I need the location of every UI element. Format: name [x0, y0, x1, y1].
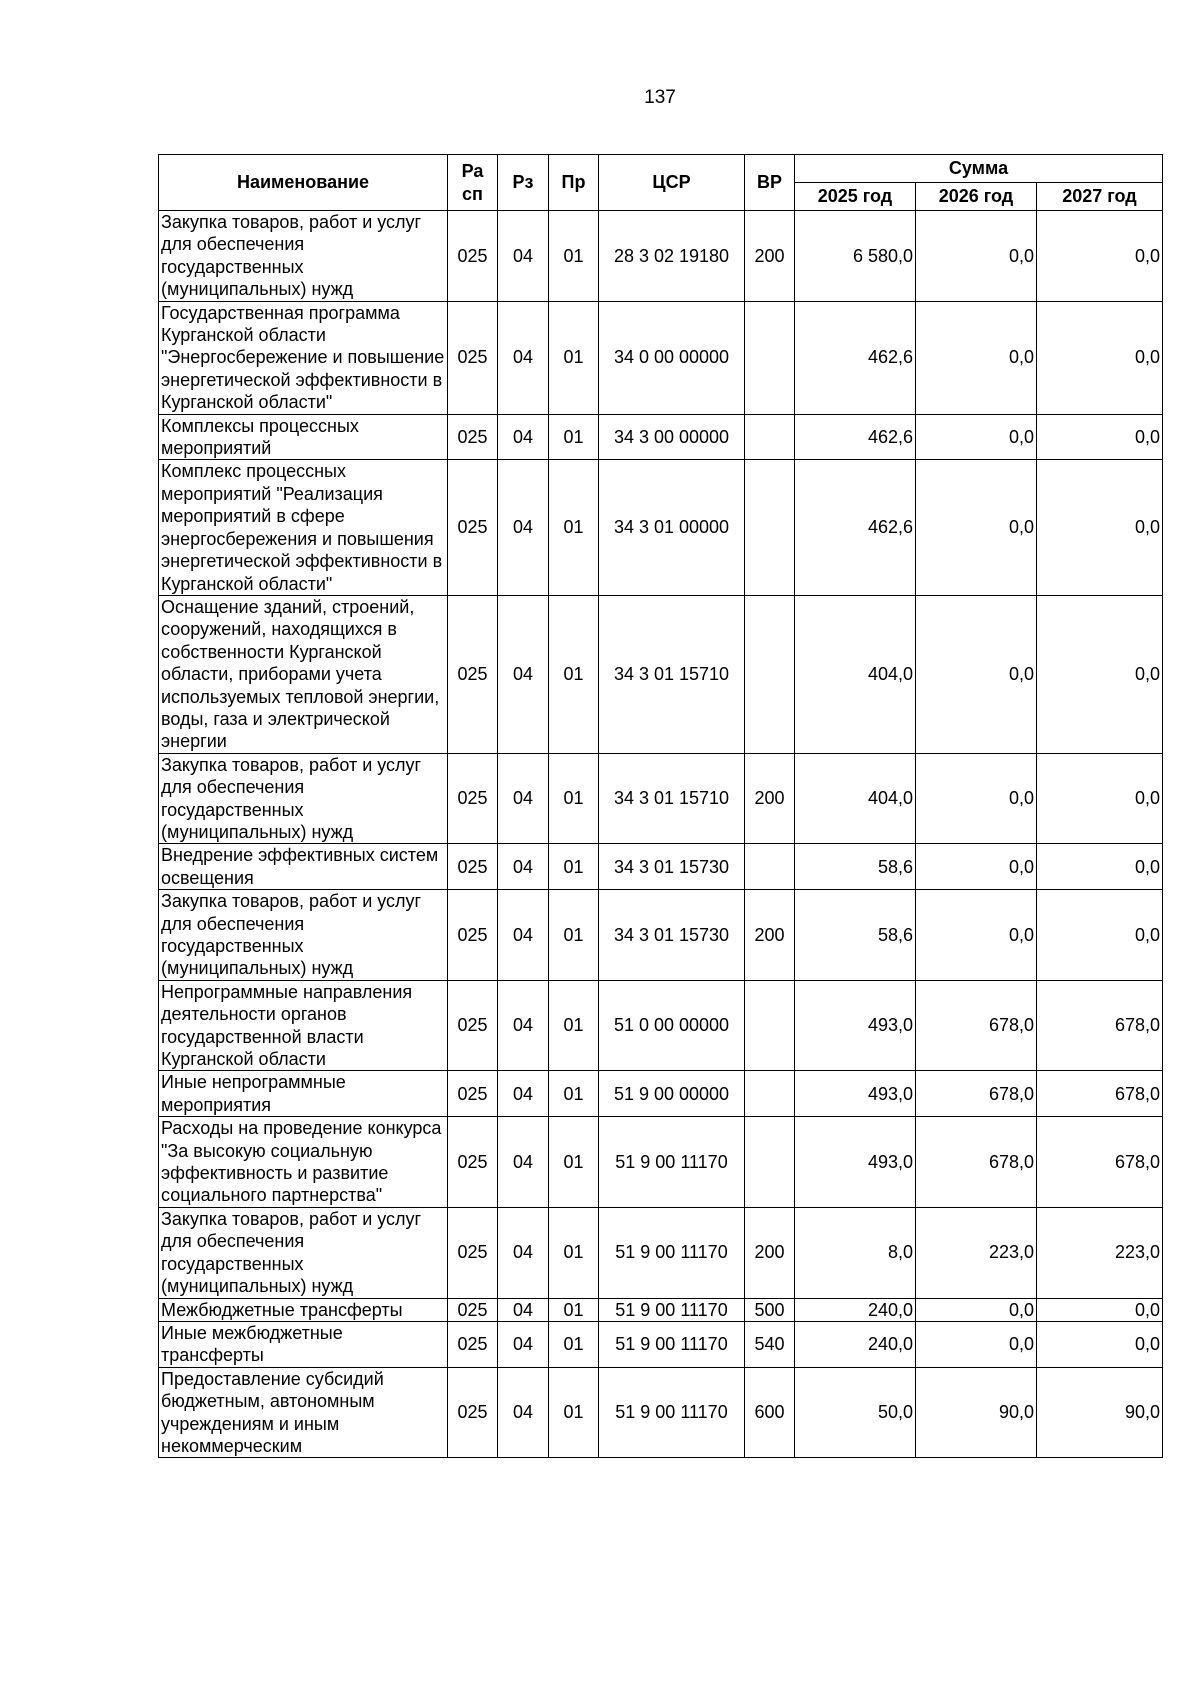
row-2025: 58,6 — [795, 844, 916, 890]
row-rasp: 025 — [448, 980, 498, 1071]
row-rasp: 025 — [448, 1207, 498, 1298]
table-row — [159, 1367, 1163, 1458]
row-csr: 34 3 01 15730 — [599, 890, 745, 981]
row-csr: 34 3 01 15730 — [599, 844, 745, 890]
header-name: Наименование — [159, 155, 448, 211]
row-vr: 600 — [745, 1367, 795, 1458]
row-csr: 34 0 00 00000 — [599, 301, 745, 414]
row-2027: 0,0 — [1037, 595, 1163, 753]
row-vr — [745, 1071, 795, 1117]
row-name: Непрограммные направления деятельности органов государственной власти Курганской области — [159, 980, 448, 1071]
row-vr: 200 — [745, 211, 795, 302]
row-name: Закупка товаров, работ и услуг для обеспечения государственных (муниципальных) нужд — [159, 211, 448, 302]
row-2026: 678,0 — [916, 980, 1037, 1071]
row-pr: 01 — [549, 595, 599, 753]
row-2025: 493,0 — [795, 1071, 916, 1117]
row-2025: 462,6 — [795, 301, 916, 414]
row-vr — [745, 414, 795, 460]
table-row — [159, 844, 1163, 890]
row-rz: 04 — [498, 460, 549, 595]
header-csr: ЦСР — [599, 155, 745, 211]
header-rasp: Ра сп — [448, 155, 498, 211]
row-2026: 0,0 — [916, 890, 1037, 981]
row-csr: 51 0 00 00000 — [599, 980, 745, 1071]
row-2027: 0,0 — [1037, 1321, 1163, 1367]
row-2025: 493,0 — [795, 980, 916, 1071]
row-name: Иные непрограммные мероприятия — [159, 1071, 448, 1117]
row-2026: 678,0 — [916, 1117, 1037, 1208]
row-2026: 0,0 — [916, 414, 1037, 460]
row-csr: 51 9 00 11170 — [599, 1207, 745, 1298]
table-row — [159, 414, 1163, 460]
header-pr: Пр — [549, 155, 599, 211]
row-pr: 01 — [549, 890, 599, 981]
row-rz: 04 — [498, 301, 549, 414]
row-2027: 678,0 — [1037, 1071, 1163, 1117]
row-2027: 0,0 — [1037, 460, 1163, 595]
row-csr: 34 3 01 15710 — [599, 595, 745, 753]
row-2026: 0,0 — [916, 595, 1037, 753]
table-row — [159, 595, 1163, 753]
row-2026: 0,0 — [916, 1298, 1037, 1321]
row-vr — [745, 980, 795, 1071]
row-csr: 34 3 01 00000 — [599, 460, 745, 595]
row-rz: 04 — [498, 595, 549, 753]
table-body — [159, 211, 1163, 1458]
row-name: Иные межбюджетные трансферты — [159, 1321, 448, 1367]
row-2025: 6 580,0 — [795, 211, 916, 302]
row-rasp: 025 — [448, 1071, 498, 1117]
row-csr: 51 9 00 11170 — [599, 1117, 745, 1208]
row-2027: 0,0 — [1037, 211, 1163, 302]
row-csr: 51 9 00 11170 — [599, 1298, 745, 1321]
table-row — [159, 1298, 1163, 1321]
row-2027: 0,0 — [1037, 890, 1163, 981]
row-2025: 462,6 — [795, 414, 916, 460]
row-csr: 51 9 00 11170 — [599, 1321, 745, 1367]
row-csr: 28 3 02 19180 — [599, 211, 745, 302]
row-rasp: 025 — [448, 1298, 498, 1321]
row-rasp: 025 — [448, 301, 498, 414]
row-2026: 0,0 — [916, 301, 1037, 414]
table-row — [159, 1071, 1163, 1117]
row-2026: 0,0 — [916, 844, 1037, 890]
row-vr: 500 — [745, 1298, 795, 1321]
row-name: Закупка товаров, работ и услуг для обеспечения государственных (муниципальных) нужд — [159, 890, 448, 981]
row-name: Государственная программа Курганской области "Энергосбережение и повышение энергетической эффективности в Курганской области" — [159, 301, 448, 414]
row-rasp: 025 — [448, 414, 498, 460]
header-2026: 2026 год — [916, 183, 1037, 211]
row-pr: 01 — [549, 753, 599, 844]
row-2027: 0,0 — [1037, 753, 1163, 844]
row-2025: 240,0 — [795, 1321, 916, 1367]
table-row — [159, 460, 1163, 595]
header-2027: 2027 год — [1037, 183, 1163, 211]
row-2027: 0,0 — [1037, 1298, 1163, 1321]
row-pr: 01 — [549, 460, 599, 595]
row-pr: 01 — [549, 980, 599, 1071]
row-pr: 01 — [549, 414, 599, 460]
row-vr: 540 — [745, 1321, 795, 1367]
table-row — [159, 1207, 1163, 1298]
row-pr: 01 — [549, 1367, 599, 1458]
row-2025: 493,0 — [795, 1117, 916, 1208]
row-csr: 34 3 01 15710 — [599, 753, 745, 844]
row-pr: 01 — [549, 1117, 599, 1208]
row-name: Комплексы процессных мероприятий — [159, 414, 448, 460]
row-rasp: 025 — [448, 1367, 498, 1458]
row-vr: 200 — [745, 890, 795, 981]
row-rasp: 025 — [448, 460, 498, 595]
header-rz: Рз — [498, 155, 549, 211]
row-vr: 200 — [745, 1207, 795, 1298]
row-2026: 90,0 — [916, 1367, 1037, 1458]
row-rasp: 025 — [448, 844, 498, 890]
row-pr: 01 — [549, 211, 599, 302]
row-pr: 01 — [549, 301, 599, 414]
row-vr — [745, 844, 795, 890]
row-vr — [745, 595, 795, 753]
row-rz: 04 — [498, 1117, 549, 1208]
row-rz: 04 — [498, 980, 549, 1071]
row-rz: 04 — [498, 1321, 549, 1367]
row-2027: 0,0 — [1037, 414, 1163, 460]
budget-table — [158, 154, 1163, 1458]
row-csr: 51 9 00 11170 — [599, 1367, 745, 1458]
row-vr: 200 — [745, 753, 795, 844]
table-row — [159, 753, 1163, 844]
row-2026: 0,0 — [916, 460, 1037, 595]
row-rz: 04 — [498, 211, 549, 302]
row-pr: 01 — [549, 1207, 599, 1298]
row-rz: 04 — [498, 1207, 549, 1298]
row-2027: 223,0 — [1037, 1207, 1163, 1298]
row-name: Внедрение эффективных систем освещения — [159, 844, 448, 890]
row-2025: 50,0 — [795, 1367, 916, 1458]
page-number: 137 — [644, 87, 676, 108]
row-2025: 404,0 — [795, 595, 916, 753]
row-2025: 240,0 — [795, 1298, 916, 1321]
row-pr: 01 — [549, 844, 599, 890]
row-2026: 0,0 — [916, 753, 1037, 844]
row-rasp: 025 — [448, 595, 498, 753]
table-row — [159, 890, 1163, 981]
table-row — [159, 301, 1163, 414]
row-vr — [745, 1117, 795, 1208]
row-2027: 90,0 — [1037, 1367, 1163, 1458]
row-2026: 223,0 — [916, 1207, 1037, 1298]
row-name: Закупка товаров, работ и услуг для обеспечения государственных (муниципальных) нужд — [159, 1207, 448, 1298]
row-2026: 0,0 — [916, 211, 1037, 302]
row-vr — [745, 301, 795, 414]
row-2027: 678,0 — [1037, 980, 1163, 1071]
row-pr: 01 — [549, 1298, 599, 1321]
row-rz: 04 — [498, 1071, 549, 1117]
header-2025: 2025 год — [795, 183, 916, 211]
row-name: Закупка товаров, работ и услуг для обеспечения государственных (муниципальных) нужд — [159, 753, 448, 844]
row-rasp: 025 — [448, 890, 498, 981]
row-rz: 04 — [498, 844, 549, 890]
table-row — [159, 1321, 1163, 1367]
row-rz: 04 — [498, 753, 549, 844]
row-rz: 04 — [498, 1298, 549, 1321]
table-header — [159, 155, 1163, 211]
row-rz: 04 — [498, 1367, 549, 1458]
row-name: Межбюджетные трансферты — [159, 1298, 448, 1321]
row-rasp: 025 — [448, 753, 498, 844]
table-row — [159, 980, 1163, 1071]
row-2025: 8,0 — [795, 1207, 916, 1298]
row-csr: 51 9 00 00000 — [599, 1071, 745, 1117]
row-2025: 58,6 — [795, 890, 916, 981]
row-2026: 678,0 — [916, 1071, 1037, 1117]
header-vr: ВР — [745, 155, 795, 211]
row-rz: 04 — [498, 890, 549, 981]
row-2026: 0,0 — [916, 1321, 1037, 1367]
row-name: Комплекс процессных мероприятий "Реализация мероприятий в сфере энергосбережения и повышения энергетической эффективности в Курганской области" — [159, 460, 448, 595]
row-name: Расходы на проведение конкурса "За высокую социальную эффективность и развитие социального партнерства" — [159, 1117, 448, 1208]
row-pr: 01 — [549, 1071, 599, 1117]
row-rasp: 025 — [448, 1321, 498, 1367]
table-row — [159, 211, 1163, 302]
row-2027: 0,0 — [1037, 844, 1163, 890]
header-summa: Сумма — [795, 155, 1163, 183]
row-2027: 678,0 — [1037, 1117, 1163, 1208]
row-name: Оснащение зданий, строений, сооружений, находящихся в собственности Курганской области, приборами учета используемых тепловой энергии, воды, газа и электрической энергии — [159, 595, 448, 753]
row-rz: 04 — [498, 414, 549, 460]
table-row — [159, 1117, 1163, 1208]
row-name: Предоставление субсидий бюджетным, автономным учреждениям и иным некоммерческим — [159, 1367, 448, 1458]
row-2025: 462,6 — [795, 460, 916, 595]
row-2025: 404,0 — [795, 753, 916, 844]
row-2027: 0,0 — [1037, 301, 1163, 414]
row-rasp: 025 — [448, 1117, 498, 1208]
row-rasp: 025 — [448, 211, 498, 302]
row-pr: 01 — [549, 1321, 599, 1367]
row-csr: 34 3 00 00000 — [599, 414, 745, 460]
row-vr — [745, 460, 795, 595]
